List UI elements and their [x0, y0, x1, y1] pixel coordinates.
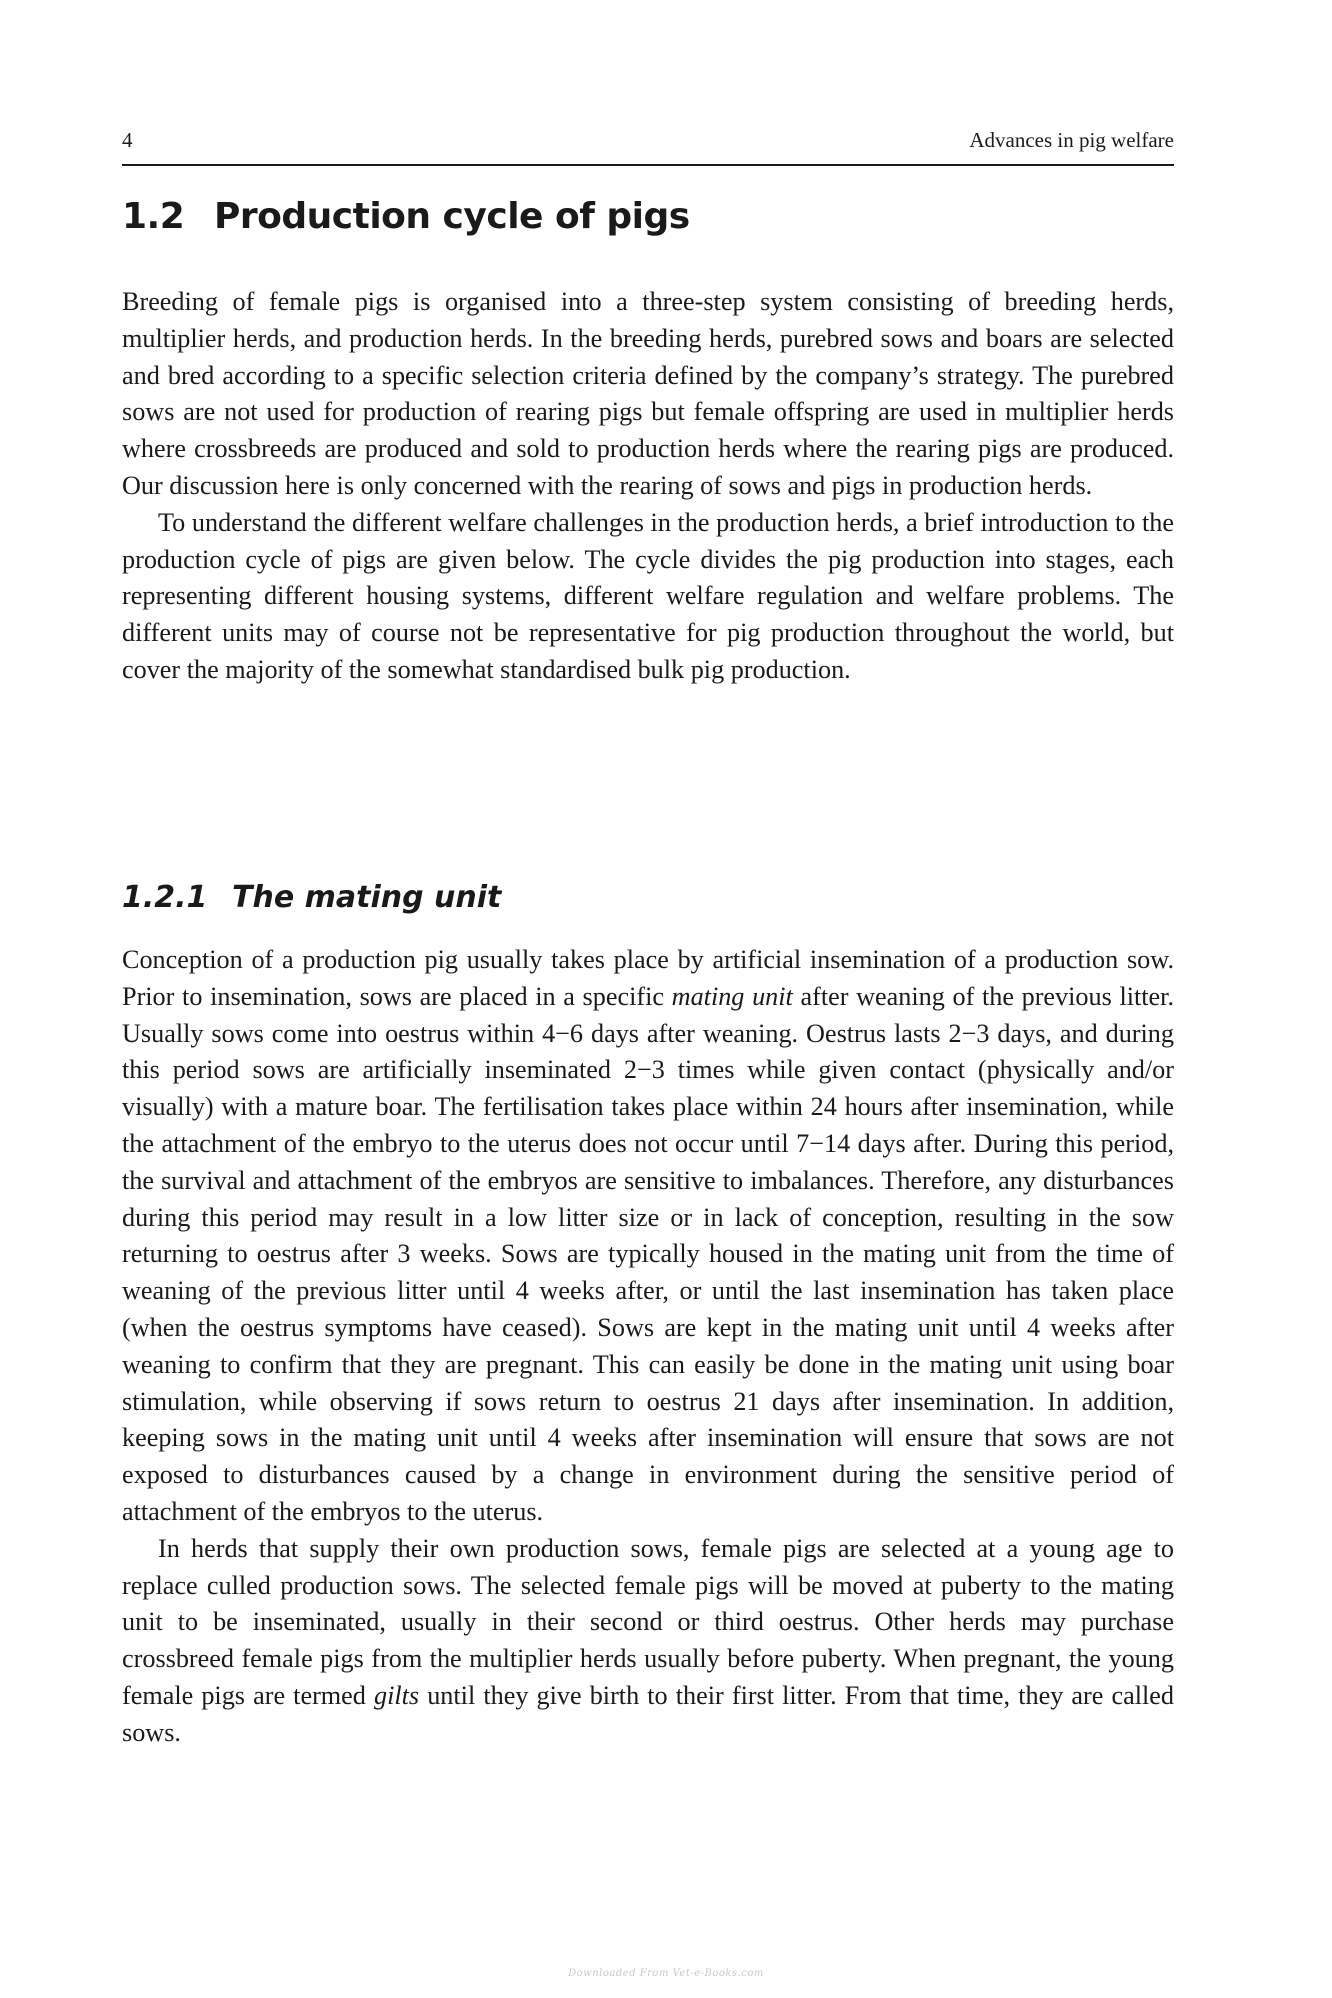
paragraph: To understand the different welfare challenges in the production herds, a brief introduction to the production cycle of pigs are given below. The cycle divides the pig production into stages, each representing different housing systems, different welfare regulation and welfare problems. The different units may of course not be representative for pig production throughout the world, but cover the majority of the somewhat standardised bulk pig production. — [122, 507, 1174, 684]
section-number: 1.2 — [122, 196, 185, 237]
paragraph-text: until they give birth to their first litter. From that time, they are called sows. — [122, 1680, 1174, 1747]
page-number: 4 — [122, 128, 133, 152]
download-watermark: Downloaded From Vet-e-Books.com — [568, 1968, 764, 1979]
book-title: Advances in pig welfare — [969, 128, 1174, 152]
subsection-title: The mating unit — [232, 880, 502, 915]
paragraph — [122, 942, 1174, 1531]
paragraph: Breeding of female pigs is organised into a three-step system consisting of breeding herds, multiplier herds, and production herds. In the breeding herds, purebred sows and boars are selected and bred according to a specific selection criteria defined by the company’s strategy. The purebred sows are not used for production of rearing pigs but female offspring are used in multiplier herds where crossbreeds are produced and sold to production herds where the rearing pigs are produced. Our discussion here is only concerned with the rearing of sows and pigs in production herds. — [122, 287, 1174, 500]
section-title: Production cycle of pigs — [214, 196, 690, 237]
running-head — [122, 124, 1174, 156]
section-heading — [122, 196, 690, 237]
defined-term: mating unit — [671, 981, 793, 1011]
paragraph-text: Conception of a production pig usually takes place by artificial insemination of a production sow. Prior to insemination, sows are placed in a specific — [122, 945, 1174, 1011]
section-body — [122, 284, 1174, 689]
book-page — [122, 0, 1174, 1998]
header-rule — [122, 164, 1174, 166]
paragraph-text: In herds that supply their own production sows, female pigs are selected at a young age to replace culled production sows. The selected female pigs will be moved at puberty to the mating unit to be inseminated, usually in their second or third oestrus. Other herds may purchase crossbreed female pigs from the multiplier herds usually before puberty. When pregnant, the young female pigs are termed — [122, 1533, 1174, 1710]
subsection-number: 1.2.1 — [122, 880, 208, 915]
subsection-heading — [122, 880, 501, 915]
defined-term: gilts — [373, 1680, 420, 1710]
paragraph-text: after weaning of the previous litter. Usually sows come into oestrus within 4−6 days after weaning. Oestrus lasts 2−3 days, and during this period sows are artificially inseminated 2−3 times while given contact (physically and/or visually) with a mature boar. The fertilisation takes place within 24 hours after insemination, while the attachment of the embryo to the uterus does not occur until 7−14 days after. During this period, the survival and attachment of the embryos are sensitive to imbalances. Therefore, any disturbances during this period may result in a low litter size or in lack of conception, resulting in the sow returning to oestrus after 3 weeks. Sows are typically housed in the mating unit from the time of weaning of the previous litter until 4 weeks after, or until the last insemination has taken place (when the oestrus symptoms have ceased). Sows are kept in the mating unit until 4 weeks after weaning to confirm that they are pregnant. This can easily be done in the mating unit using boar stimulation, while observing if sows return to oestrus 21 days after insemination. In addition, keeping sows in the mating unit until 4 weeks after insemination will ensure that sows are not exposed to disturbances caused by a change in environment during the sensitive period of attachment of the embryos to the uterus. — [122, 981, 1175, 1526]
paragraph — [122, 1531, 1174, 1752]
subsection-body — [122, 942, 1174, 1752]
